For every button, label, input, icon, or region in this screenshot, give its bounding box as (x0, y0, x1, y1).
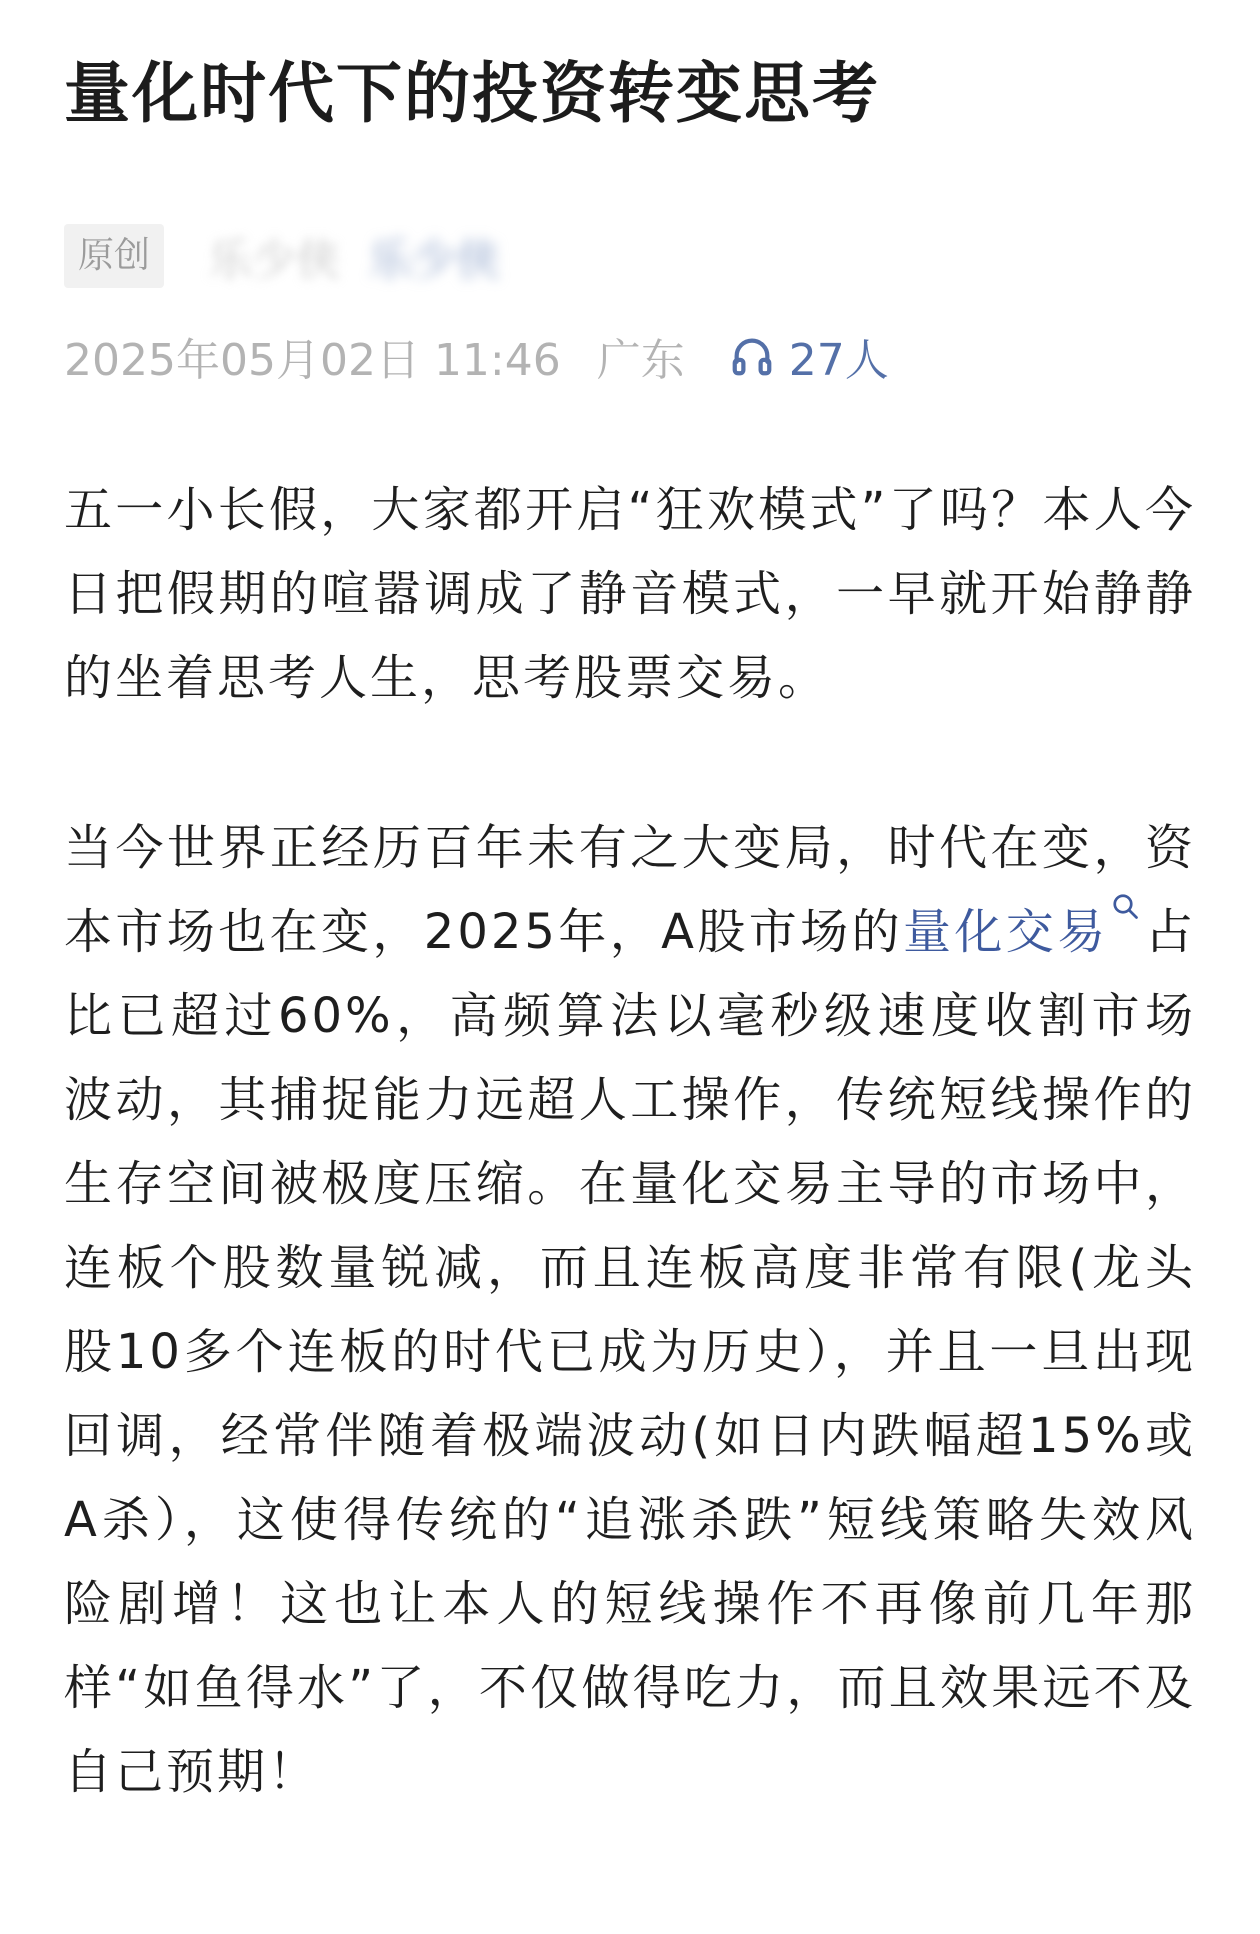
author-account-link[interactable]: 乐少侠 (368, 235, 501, 286)
author-row (64, 224, 1196, 288)
publish-date: 2025年05月02日 11:46 (64, 335, 561, 386)
article-meta (64, 326, 1196, 386)
original-badge: 原创 (64, 224, 164, 288)
paragraph-intro: 五一小长假，大家都开启“狂欢模式”了吗？本人今日把假期的喧嚣调成了静音模式，一早就开始静静的坐着思考人生，思考股票交易。 (64, 482, 1196, 706)
article-body (64, 468, 1196, 1814)
listen-button[interactable] (729, 324, 889, 388)
quant-trading-link[interactable]: 量化交易 (902, 904, 1109, 960)
paragraph-main-start: 当今世界正经历百年未有之大变局，时代在变，资本市场也在变，2025年，A股市场的 (64, 820, 1196, 960)
search-icon[interactable] (1111, 892, 1141, 922)
author-name[interactable]: 乐少侠 (208, 235, 341, 286)
paragraph-main (64, 806, 1196, 1814)
listener-count: 27人 (788, 335, 889, 386)
article-title: 量化时代下的投资转变思考 (64, 55, 880, 132)
headphone-icon (729, 333, 775, 379)
article-container (64, 0, 1196, 1900)
paragraph-main-end: 占比已超过60%，高频算法以毫秒级速度收割市场波动，其捕捉能力远超人工操作，传统短线操作的生存空间被极度压缩。在量化交易主导的市场中，连板个股数量锐减，而且连板高度非常有限(龙头股10多个连板的时代已成为历史），并且一旦出现回调，经常伴随着极端波动(如日内跌幅超15%或A杀），这使得传统的“追涨杀跌”短线策略失效风险剧增！这也让本人的短线操作不再像前几年那样“如鱼得水”了，不仅做得吃力，而且效果远不及自己预期！ (64, 904, 1196, 1800)
publish-location: 广东 (596, 335, 685, 386)
